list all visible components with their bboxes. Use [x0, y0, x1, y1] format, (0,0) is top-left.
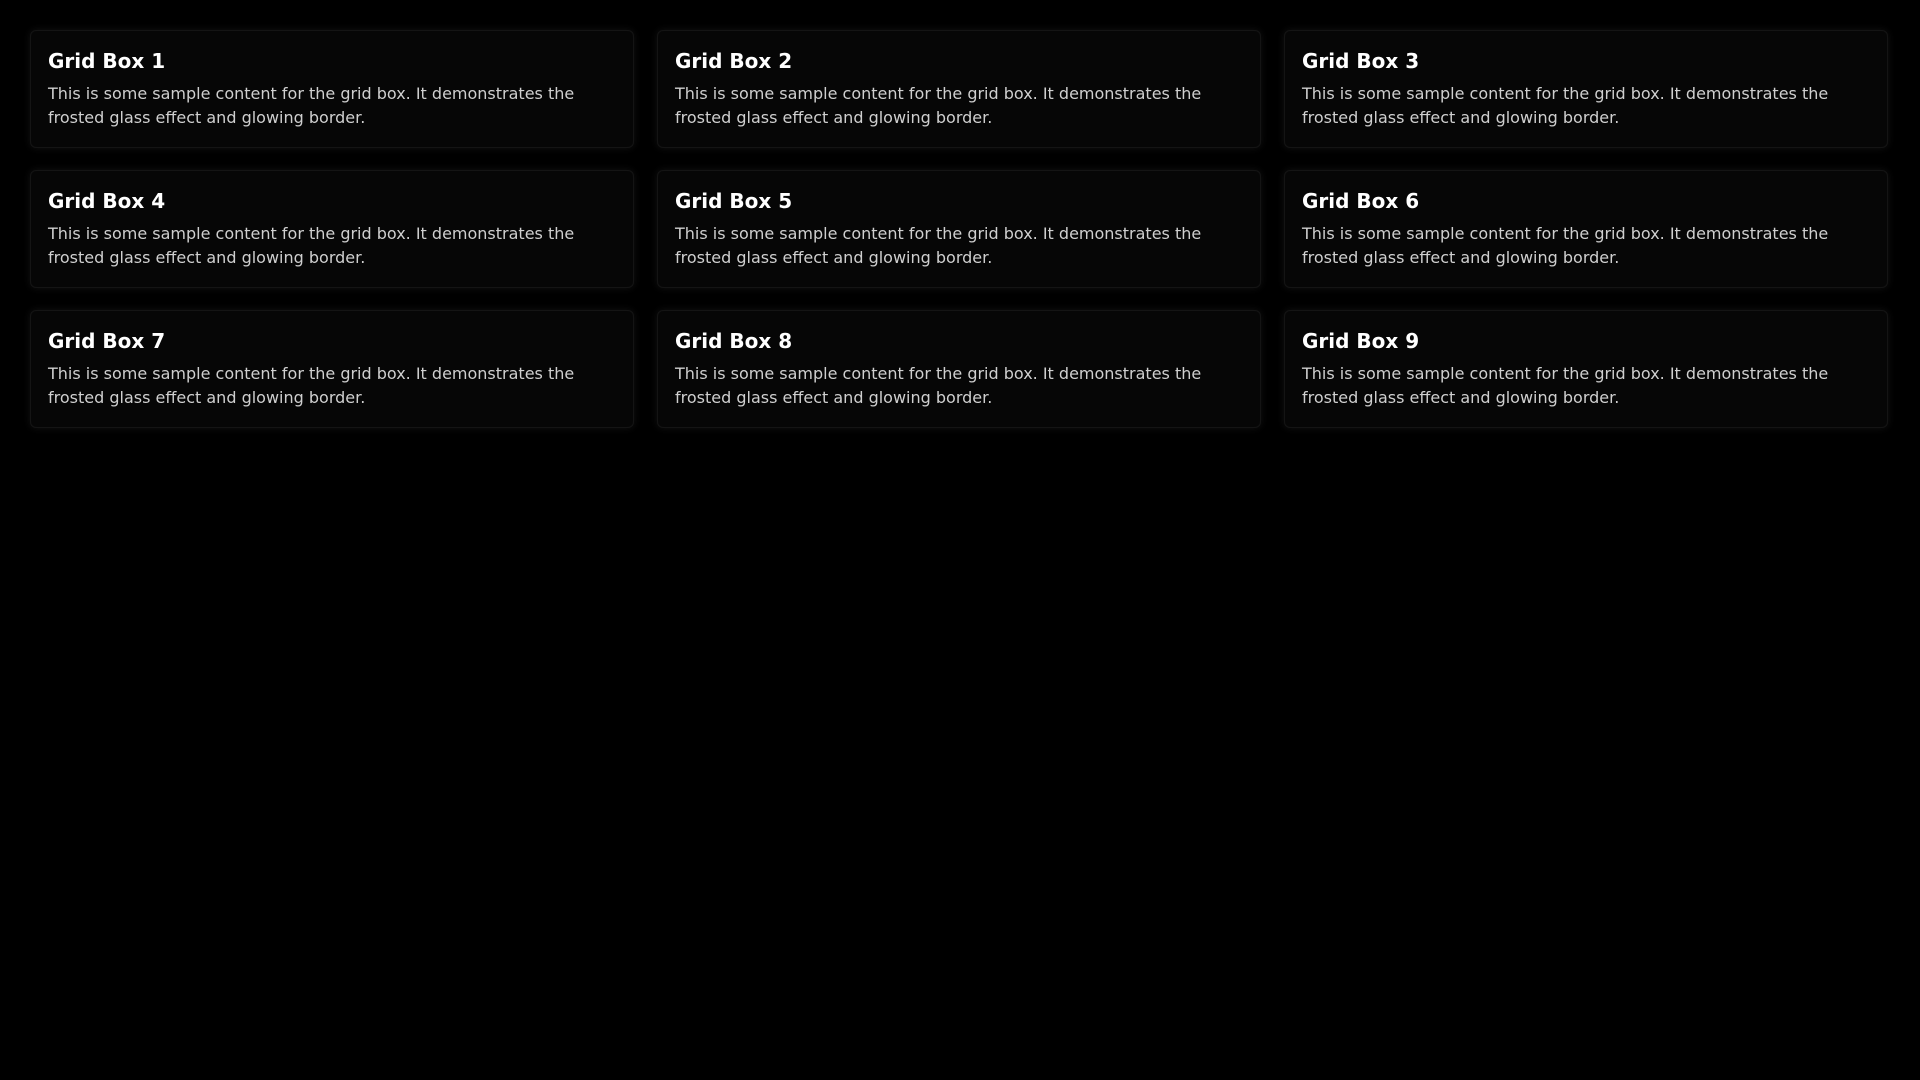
- grid-box-content: This is some sample content for the grid box. It demonstrates the frosted glass effect and glowing border.: [1302, 364, 1829, 407]
- grid-box-6: [1284, 170, 1888, 288]
- grid-box-title: Grid Box 8: [675, 329, 793, 353]
- grid-box-content: This is some sample content for the grid box. It demonstrates the frosted glass effect and glowing border.: [48, 84, 575, 127]
- grid-box-3: [1284, 30, 1888, 148]
- grid-box-title: Grid Box 5: [675, 189, 793, 213]
- grid-box-content: This is some sample content for the grid box. It demonstrates the frosted glass effect and glowing border.: [1302, 84, 1829, 127]
- grid-container: [30, 30, 1890, 428]
- grid-box-content: This is some sample content for the grid box. It demonstrates the frosted glass effect and glowing border.: [48, 364, 575, 407]
- grid-box-content: This is some sample content for the grid box. It demonstrates the frosted glass effect and glowing border.: [675, 224, 1202, 267]
- grid-box-title: Grid Box 3: [1302, 49, 1420, 73]
- grid-box-title: Grid Box 9: [1302, 329, 1420, 353]
- grid-box-8: [657, 310, 1261, 428]
- grid-box-content: This is some sample content for the grid box. It demonstrates the frosted glass effect and glowing border.: [675, 364, 1202, 407]
- grid-box-content: This is some sample content for the grid box. It demonstrates the frosted glass effect and glowing border.: [1302, 224, 1829, 267]
- grid-box-5: [657, 170, 1261, 288]
- grid-box-content: This is some sample content for the grid box. It demonstrates the frosted glass effect and glowing border.: [675, 84, 1202, 127]
- grid-box-title: Grid Box 1: [48, 49, 166, 73]
- grid-box-2: [657, 30, 1261, 148]
- grid-box-title: Grid Box 2: [675, 49, 793, 73]
- grid-box-content: This is some sample content for the grid box. It demonstrates the frosted glass effect and glowing border.: [48, 224, 575, 267]
- grid-box-7: [30, 310, 634, 428]
- grid-box-4: [30, 170, 634, 288]
- grid-box-9: [1284, 310, 1888, 428]
- grid-box-title: Grid Box 6: [1302, 189, 1420, 213]
- grid-box-title: Grid Box 7: [48, 329, 166, 353]
- grid-box-title: Grid Box 4: [48, 189, 166, 213]
- grid-box-1: [30, 30, 634, 148]
